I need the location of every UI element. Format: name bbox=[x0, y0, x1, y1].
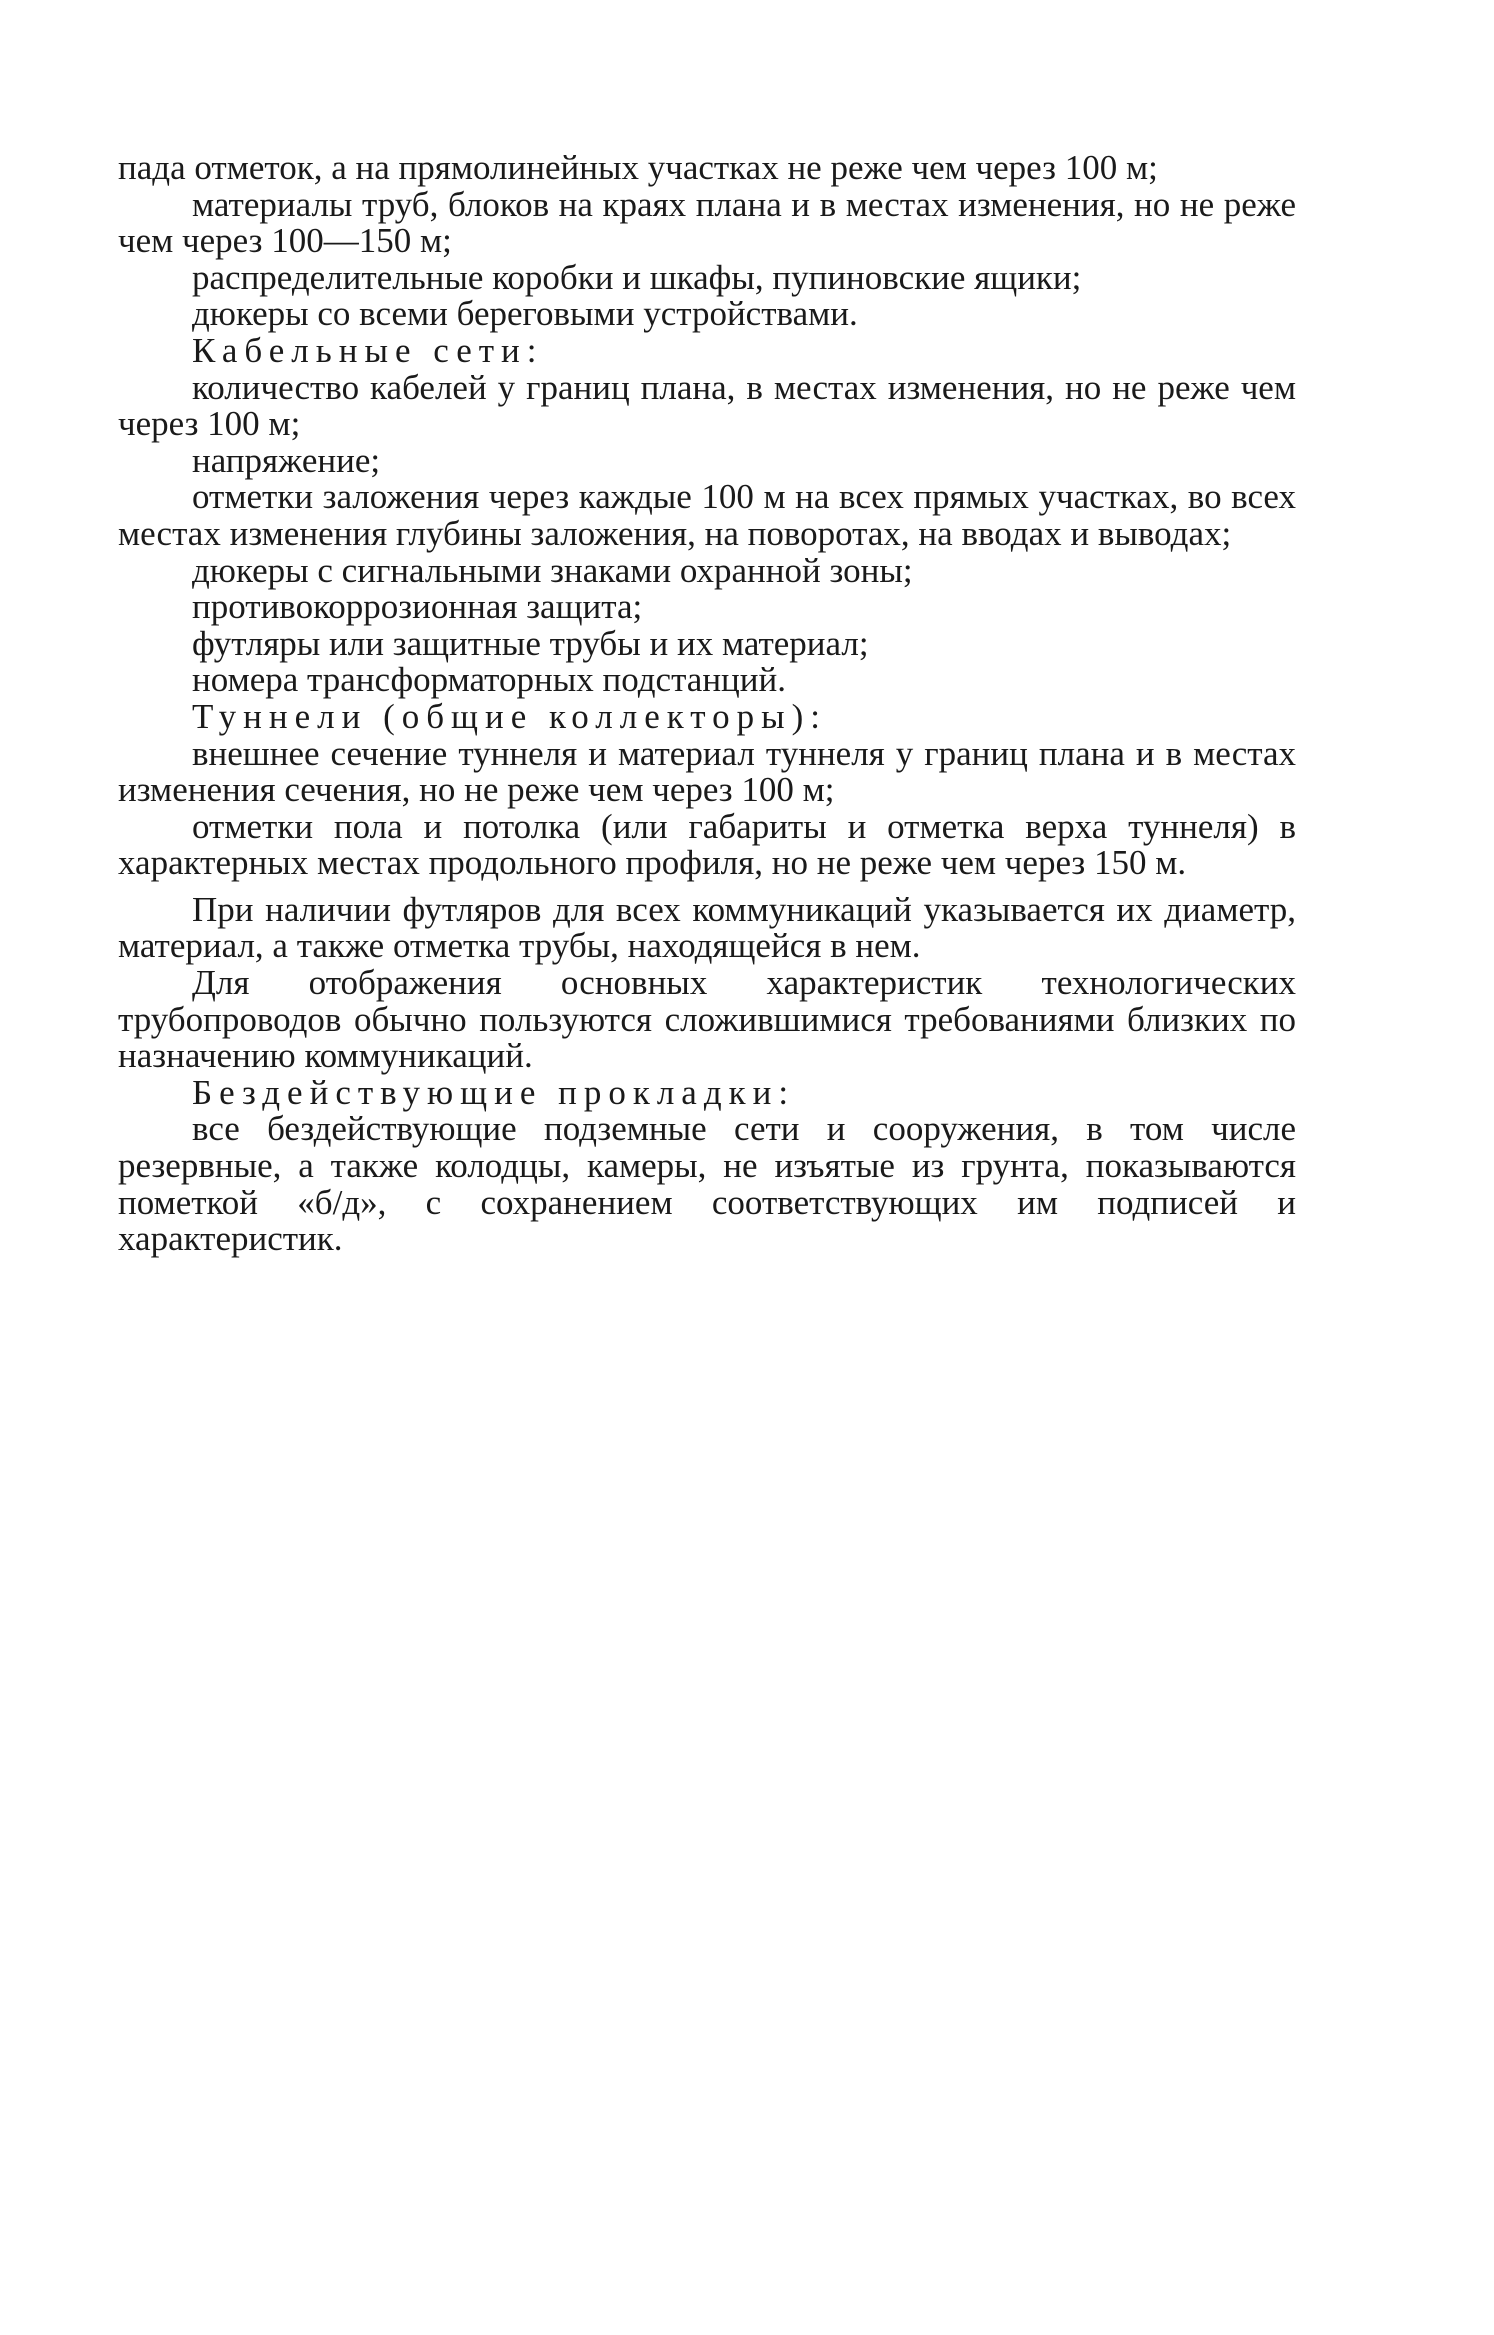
paragraph: При наличии футляров для всех коммуникаций указывается их диаметр, материал, а также отметка трубы, находящейся в нем. bbox=[118, 889, 1296, 966]
section-heading-tunnels: Туннели (общие коллекторы): bbox=[192, 696, 828, 736]
paragraph: количество кабелей у границ плана, в местах изменения, но не реже чем через 100 м; bbox=[118, 367, 1296, 444]
paragraph: распределительные коробки и шкафы, пупиновские ящики; bbox=[192, 257, 1082, 297]
paragraph: материалы труб, блоков на краях плана и в местах изменения, но не реже чем через 100—150 м; bbox=[118, 184, 1296, 261]
paragraph: дюкеры со всеми береговыми устройствами. bbox=[192, 294, 858, 334]
paragraph: напряжение; bbox=[192, 440, 381, 480]
paragraph: дюкеры с сигнальными знаками охранной зоны; bbox=[192, 550, 913, 590]
paragraph: отметки заложения через каждые 100 м на всех прямых участках, во всех местах изменения глубины заложения, на поворотах, на вводах и выводах; bbox=[118, 477, 1296, 553]
paragraph: номера трансформаторных подстанций. bbox=[192, 660, 786, 700]
paragraph: отметки пола и потолка (или габариты и отметка верха туннеля) в характерных местах продольного профиля, но не реже чем через 150 м. bbox=[118, 806, 1296, 883]
paragraph: футляры или защитные трубы и их материал; bbox=[192, 623, 869, 663]
paragraph: все бездействующие подземные сети и сооружения, в том числе резервные, а также колодцы, камеры, не изъятые из грунта, показываются пометкой «б/д», с сохранением соответствующих им подписей и характеристик. bbox=[118, 1109, 1296, 1259]
section-heading-inactive-lines: Бездействующие прокладки: bbox=[192, 1072, 796, 1112]
paragraph: Для отображения основных характеристик технологических трубопроводов обычно пользуются сложившимися требованиями близких по назначению коммуникаций. bbox=[118, 963, 1296, 1076]
paragraph: пада отметок, а на прямолинейных участках не реже чем через 100 м; bbox=[118, 148, 1158, 187]
section-heading-cable-networks: Кабельные сети: bbox=[192, 330, 544, 370]
page-text bbox=[118, 150, 1296, 1258]
paragraph: внешнее сечение туннеля и материал туннеля у границ плана и в местах изменения сечения, но не реже чем через 100 м; bbox=[118, 733, 1296, 810]
paragraph: противокоррозионная защита; bbox=[192, 587, 643, 627]
